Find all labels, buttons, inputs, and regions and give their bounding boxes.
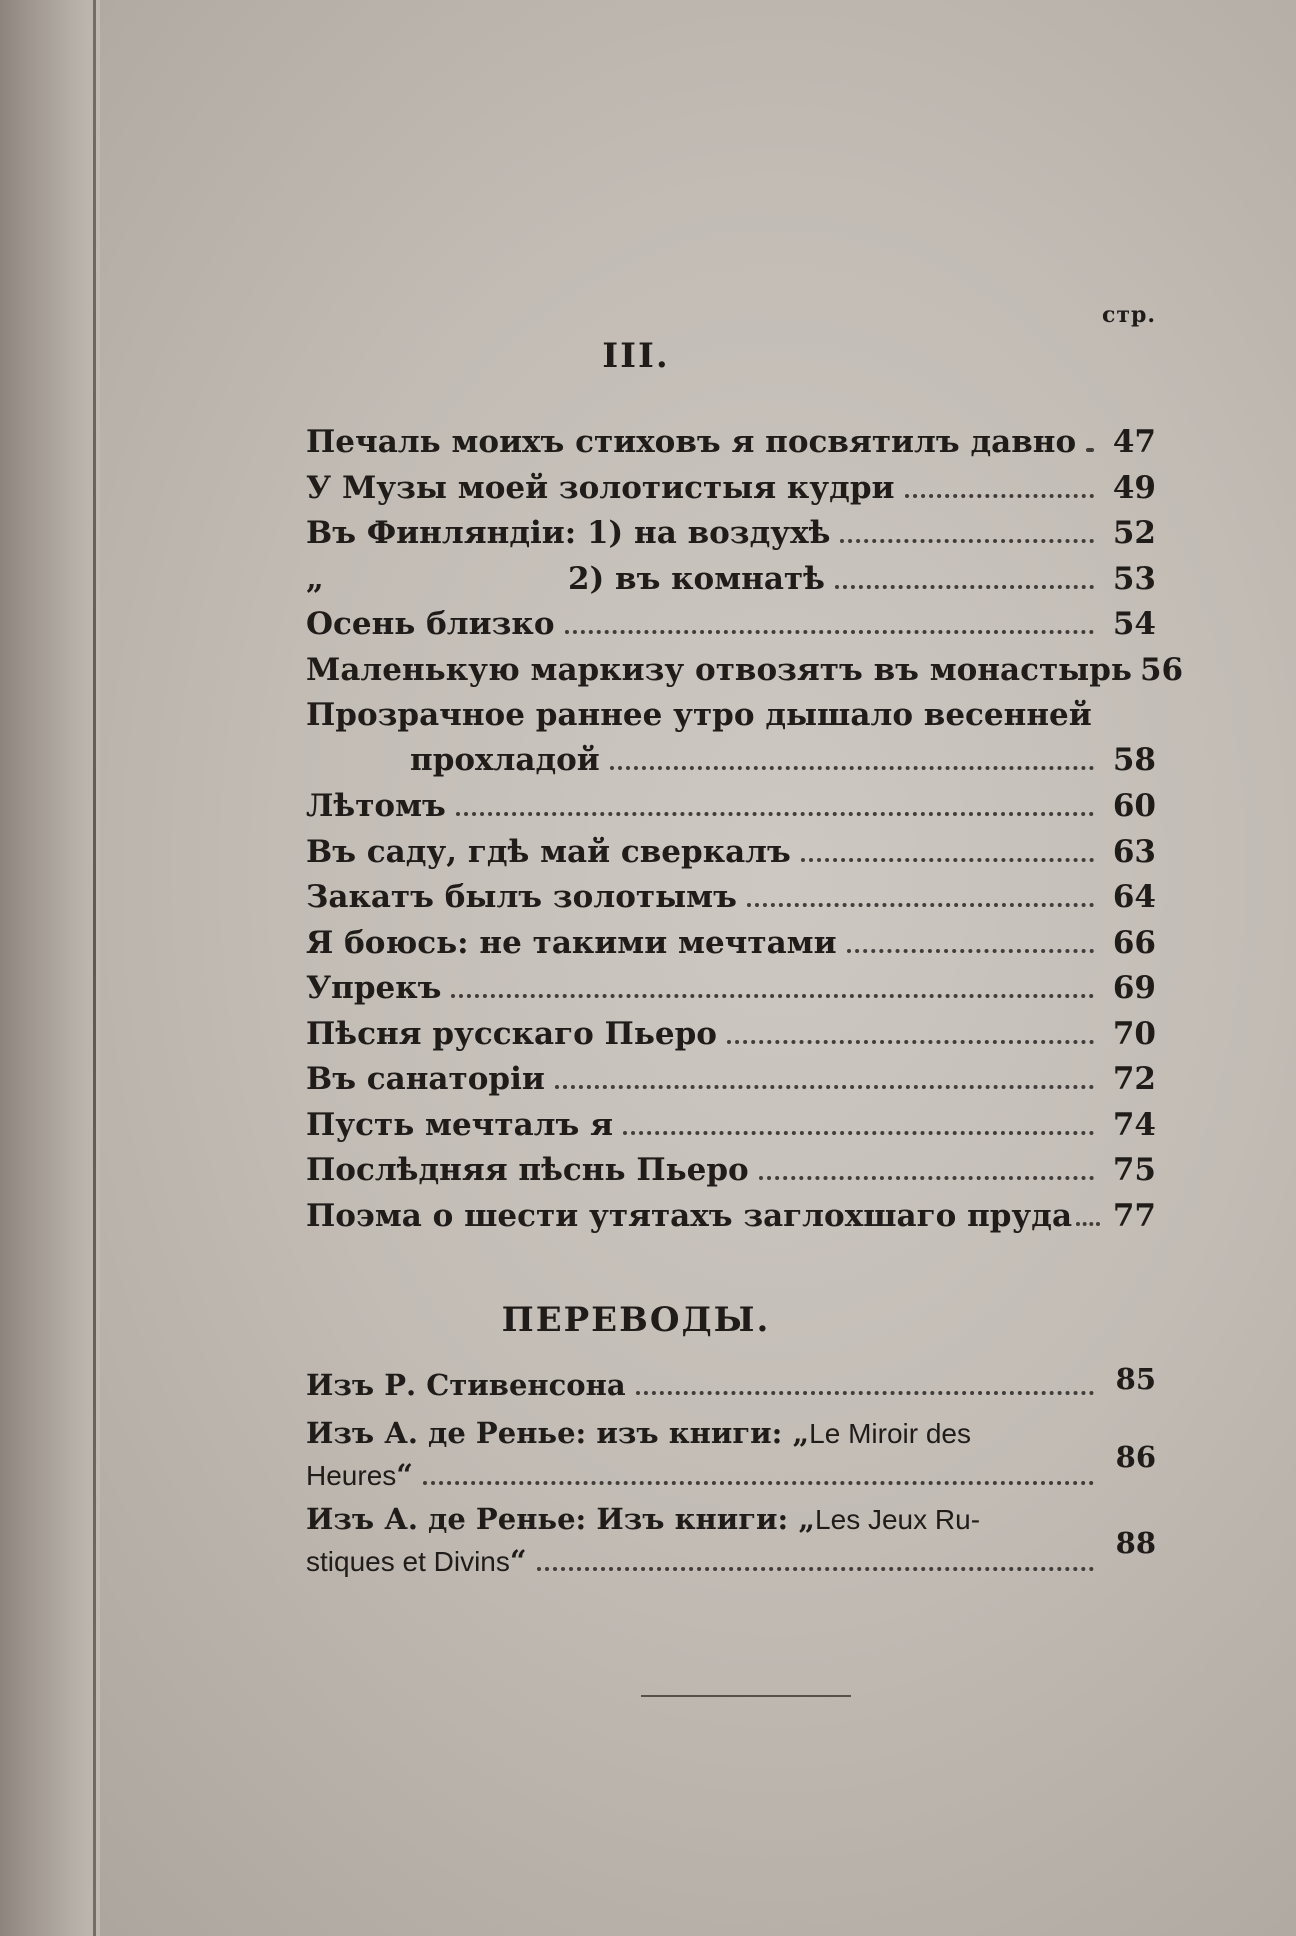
entry-title: Упрекъ (306, 970, 442, 1006)
entry-title: Изъ Р. Стивенсона (306, 1368, 626, 1402)
entry-title: Пѣсня русскаго Пьеро (306, 1015, 717, 1052)
entry-title-ru: Изъ А. де Ренье: Изъ книги: „ (306, 1502, 816, 1536)
toc-entry[interactable] (306, 1364, 1156, 1412)
dot-leader (1086, 448, 1094, 452)
entry-title-ru: Изъ А. де Ренье: изъ книги: „ (306, 1416, 810, 1450)
closing-rule (641, 1695, 851, 1697)
dot-leader (847, 949, 1094, 953)
entry-title: Въ санаторiи (306, 1061, 545, 1097)
dot-leader (636, 1391, 1094, 1395)
toc-entry[interactable] (306, 1412, 1156, 1498)
entry-page: 85 (1115, 1362, 1156, 1396)
latin-text: stiques et Divins (306, 1546, 510, 1577)
entry-title: Послѣдняя пѣснь Пьеро (306, 1152, 749, 1188)
facing-page-edge (0, 0, 100, 1936)
toc-entry[interactable] (306, 875, 1156, 921)
entry-title-line2 (306, 1540, 1104, 1583)
dot-leader (1076, 1222, 1100, 1226)
section-heading-translations: ПЕРЕВОДЫ. (501, 1300, 771, 1340)
entry-page: 53 (1112, 560, 1156, 597)
dot-leader (905, 494, 1095, 498)
ditto-mark: „ (306, 560, 324, 597)
dot-leader (565, 630, 1095, 634)
entry-page: 74 (1112, 1106, 1156, 1143)
toc-entry[interactable] (306, 557, 1156, 603)
dot-leader (423, 1481, 1094, 1485)
toc-entry[interactable] (306, 784, 1156, 830)
entry-title-line1: Прозрачное раннее утро дышало весенней (306, 697, 1092, 733)
dot-leader (555, 1085, 1094, 1089)
dot-leader (801, 858, 1094, 862)
toc-entry[interactable] (306, 966, 1156, 1012)
entry-page: 63 (1112, 833, 1156, 870)
dot-leader (835, 585, 1094, 589)
entry-page: 72 (1112, 1061, 1156, 1097)
entry-title: У Музы моей золотистыя кудри (306, 469, 895, 506)
section-heading-iii: III. (602, 336, 670, 376)
entry-title: Я боюсь: не такими мечтами (306, 924, 837, 961)
toc-entry[interactable] (306, 420, 1156, 466)
entry-title-latin: Le Miroir des (809, 1418, 971, 1449)
entry-page: 47 (1112, 424, 1156, 460)
entry-page: 69 (1112, 970, 1156, 1006)
entry-page: 88 (1115, 1526, 1156, 1560)
dot-leader (747, 903, 1094, 907)
dot-leader (451, 994, 1094, 998)
entry-page: 77 (1112, 1197, 1156, 1234)
entry-title-latin: Les Jeux Ru- (815, 1504, 981, 1535)
entry-title: Пусть мечталъ я (306, 1106, 614, 1143)
toc-entry[interactable] (306, 830, 1156, 876)
book-page (96, 0, 1296, 1936)
entry-title: Закатъ былъ золотымъ (306, 879, 737, 915)
entry-title-line2 (306, 1454, 1104, 1497)
entry-page: 54 (1112, 606, 1156, 642)
entry-page: 86 (1115, 1440, 1156, 1474)
toc-section-iii (306, 420, 1184, 1239)
entry-title: Поэма о шести утятахъ заглохшаго пруда (306, 1197, 1073, 1234)
entry-title-latin-cont (306, 1454, 413, 1497)
entry-page: 66 (1112, 924, 1156, 961)
entry-title-line1 (306, 1412, 971, 1455)
toc-entry[interactable] (306, 1103, 1156, 1149)
entry-title: Въ саду, гдѣ май сверкалъ (306, 833, 791, 870)
entry-title: Маленькую маркизу отвозятъ въ монастырь (306, 651, 1132, 688)
entry-page: 49 (1112, 469, 1156, 506)
entry-subtitle: 2) въ комнатѣ (568, 560, 825, 597)
toc-entry[interactable] (306, 693, 1156, 784)
entry-title-line1 (306, 1498, 980, 1541)
entry-title: Осень близко (306, 606, 555, 642)
entry-page: 64 (1112, 879, 1156, 915)
toc-translations (306, 1364, 1156, 1584)
entry-page: 60 (1112, 788, 1156, 824)
toc-entry[interactable] (306, 1012, 1156, 1058)
entry-title: Лѣтомъ (306, 788, 446, 824)
dot-leader (610, 766, 1094, 770)
entry-page: 75 (1112, 1152, 1156, 1188)
dot-leader (456, 812, 1094, 816)
toc-entry[interactable] (306, 1498, 1156, 1584)
entry-page: 56 (1139, 651, 1184, 688)
dot-leader (759, 1176, 1094, 1180)
entry-title (306, 557, 825, 602)
toc-entry[interactable] (306, 921, 1156, 967)
toc-entry[interactable] (306, 466, 1156, 512)
dot-leader (623, 1131, 1094, 1135)
dot-leader (840, 539, 1094, 543)
entry-title: Въ Финляндiи: 1) на воздухѣ (306, 515, 831, 551)
latin-text: Heures (306, 1460, 397, 1491)
entry-title-latin-cont (306, 1540, 527, 1583)
entry-page: 52 (1112, 515, 1156, 551)
closing-quote: “ (509, 1544, 527, 1578)
toc-entry[interactable] (306, 1057, 1156, 1103)
dot-leader (537, 1567, 1094, 1571)
page-column-label: стр. (1102, 302, 1157, 328)
toc-entry[interactable] (306, 602, 1156, 648)
entry-page: 58 (1112, 742, 1156, 778)
entry-title-line2: прохладой (410, 742, 600, 778)
entry-page: 70 (1112, 1015, 1156, 1052)
toc-entry[interactable] (306, 1194, 1156, 1240)
toc-entry[interactable] (306, 648, 1184, 694)
toc-entry[interactable] (306, 1148, 1156, 1194)
closing-quote: “ (396, 1458, 413, 1492)
dot-leader (727, 1040, 1094, 1044)
toc-entry[interactable] (306, 511, 1156, 557)
entry-title: Печаль моихъ стиховъ я посвятилъ давно (306, 424, 1077, 460)
